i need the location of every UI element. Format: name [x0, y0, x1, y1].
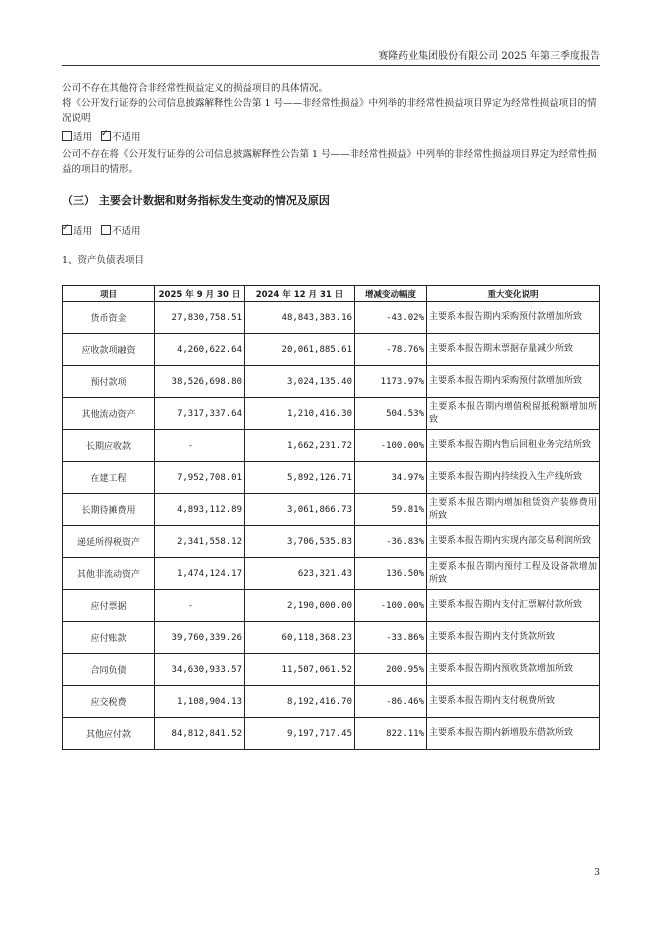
cell-item: 在建工程: [63, 462, 155, 494]
cell-change-rate: -100.00%: [355, 430, 427, 462]
header-explanation: 重大变化说明: [427, 286, 600, 302]
cell-change-rate: -36.83%: [355, 526, 427, 558]
cell-2025-value: 38,526,698.80: [155, 366, 245, 398]
table-row: [63, 462, 600, 494]
cell-item: 应收款项融资: [63, 334, 155, 366]
cell-2025-value: 2,341,558.12: [155, 526, 245, 558]
cell-item: 其他应付款: [63, 718, 155, 750]
label-applicable-2: 适用: [73, 226, 93, 237]
cell-item: 应交税费: [63, 686, 155, 718]
cell-change-rate: 822.11%: [355, 718, 427, 750]
cell-2024-value: 5,892,126.71: [245, 462, 355, 494]
cell-item: 应付账款: [63, 622, 155, 654]
cell-change-rate: 200.95%: [355, 654, 427, 686]
cell-change-rate: -78.76%: [355, 334, 427, 366]
table-row: [63, 654, 600, 686]
cell-change-rate: -100.00%: [355, 590, 427, 622]
cell-2025-value: 7,317,337.64: [155, 398, 245, 430]
header-2025-sep-30: 2025 年 9 月 30 日: [155, 286, 245, 302]
table-row: [63, 398, 600, 430]
cell-explanation: 主要系本报告期内增加租赁资产装修费用所致: [427, 494, 600, 526]
checkbox-not-applicable-1[interactable]: [101, 131, 111, 141]
checkbox-applicable-1[interactable]: [62, 131, 72, 141]
cell-2024-value: 3,024,135.40: [245, 366, 355, 398]
table-row: [63, 686, 600, 718]
cell-explanation: 主要系本报告期内售后回租业务完结所致: [427, 430, 600, 462]
cell-item: 货币资金: [63, 302, 155, 334]
cell-explanation: 主要系本报告期内支付货款所致: [427, 622, 600, 654]
cell-2024-value: 1,210,416.30: [245, 398, 355, 430]
table-row: [63, 430, 600, 462]
label-not-applicable-2: 不适用: [112, 226, 141, 237]
label-not-applicable-1: 不适用: [112, 132, 141, 143]
cell-item: 递延所得税资产: [63, 526, 155, 558]
table-row: [63, 302, 600, 334]
cell-2025-value: 7,952,708.01: [155, 462, 245, 494]
label-applicable-1: 适用: [73, 132, 93, 143]
cell-change-rate: 34.97%: [355, 462, 427, 494]
cell-change-rate: 504.53%: [355, 398, 427, 430]
cell-2025-value: -: [155, 430, 245, 462]
table-row: [63, 718, 600, 750]
table-row: [63, 526, 600, 558]
cell-explanation: 主要系本报告期内持续投入生产线所致: [427, 462, 600, 494]
table-row: [63, 366, 600, 398]
cell-2025-value: 39,760,339.26: [155, 622, 245, 654]
cell-item: 应付票据: [63, 590, 155, 622]
cell-item: 预付款项: [63, 366, 155, 398]
table-row: [63, 622, 600, 654]
paragraph-no-other-items: 公司不存在其他符合非经常性损益定义的损益项目的具体情况。: [62, 83, 329, 94]
cell-explanation: 主要系本报告期内支付税费所致: [427, 686, 600, 718]
cell-explanation: 主要系本报告期内增值税留抵税额增加所致: [427, 398, 600, 430]
cell-change-rate: -33.86%: [355, 622, 427, 654]
cell-2025-value: 4,893,112.89: [155, 494, 245, 526]
cell-2025-value: 1,474,124.17: [155, 558, 245, 590]
cell-explanation: 主要系本报告期内采购预付款增加所致: [427, 302, 600, 334]
table-header-row: [63, 286, 600, 302]
cell-explanation: 主要系本报告期内新增股东借款所致: [427, 718, 600, 750]
cell-2024-value: 3,061,866.73: [245, 494, 355, 526]
paragraph-reclassification-heading: 将《公开发行证券的公司信息披露解释性公告第 1 号——非经常性损益》中列举的非经常性损益项目界定为经常性损益项目的情况说明: [62, 98, 597, 124]
cell-item: 合同负债: [63, 654, 155, 686]
cell-2025-value: 4,260,622.64: [155, 334, 245, 366]
cell-item: 长期待摊费用: [63, 494, 155, 526]
page-number: 3: [594, 868, 600, 878]
cell-change-rate: 1173.97%: [355, 366, 427, 398]
cell-change-rate: -86.46%: [355, 686, 427, 718]
cell-change-rate: -43.02%: [355, 302, 427, 334]
table-row: [63, 494, 600, 526]
cell-2024-value: 3,706,535.83: [245, 526, 355, 558]
cell-explanation: 主要系本报告期内采购预付款增加所致: [427, 366, 600, 398]
applicability-check-1: [62, 129, 141, 143]
cell-2025-value: 84,812,841.52: [155, 718, 245, 750]
subheading-balance-sheet: 1、资产负债表项目: [62, 255, 145, 266]
cell-2025-value: -: [155, 590, 245, 622]
cell-explanation: 主要系本报告期内预收货款增加所致: [427, 654, 600, 686]
header-2024-dec-31: 2024 年 12 月 31 日: [245, 286, 355, 302]
cell-item: 其他流动资产: [63, 398, 155, 430]
cell-explanation: 主要系本报告期末票据存量减少所致: [427, 334, 600, 366]
cell-change-rate: 136.50%: [355, 558, 427, 590]
cell-2024-value: 20,061,885.61: [245, 334, 355, 366]
page-header: 赛隆药业集团股份有限公司 2025 年第三季度报告: [62, 47, 600, 66]
cell-item: 长期应收款: [63, 430, 155, 462]
cell-change-rate: 59.81%: [355, 494, 427, 526]
cell-2024-value: 623,321.43: [245, 558, 355, 590]
header-change-rate: 增减变动幅度: [355, 286, 427, 302]
applicability-check-2: [62, 223, 141, 237]
cell-2024-value: 2,190,000.00: [245, 590, 355, 622]
cell-explanation: 主要系本报告期内实现内部交易利润所致: [427, 526, 600, 558]
cell-2025-value: 1,108,904.13: [155, 686, 245, 718]
table-row: [63, 558, 600, 590]
paragraph-no-reclassification: 公司不存在将《公开发行证券的公司信息披露解释性公告第 1 号——非经常性损益》中列举的非经常性损益项目界定为经常性损益的项目的情形。: [62, 149, 597, 175]
header-item: 项目: [63, 286, 155, 302]
balance-sheet-table: [62, 285, 600, 750]
cell-2024-value: 8,192,416.70: [245, 686, 355, 718]
cell-2024-value: 60,118,368.23: [245, 622, 355, 654]
cell-2024-value: 1,662,231.72: [245, 430, 355, 462]
cell-2024-value: 9,197,717.45: [245, 718, 355, 750]
table-row: [63, 334, 600, 366]
checkbox-applicable-2[interactable]: [62, 225, 72, 235]
section-title: （三） 主要会计数据和财务指标发生变动的情况及原因: [62, 194, 330, 207]
cell-item: 其他非流动资产: [63, 558, 155, 590]
cell-2024-value: 48,843,383.16: [245, 302, 355, 334]
cell-explanation: 主要系本报告期内支付汇票解付款所致: [427, 590, 600, 622]
cell-2024-value: 11,507,061.52: [245, 654, 355, 686]
table-body: [63, 302, 600, 750]
cell-explanation: 主要系本报告期内预付工程及设备款增加所致: [427, 558, 600, 590]
cell-2025-value: 34,630,933.57: [155, 654, 245, 686]
table-row: [63, 590, 600, 622]
cell-2025-value: 27,830,758.51: [155, 302, 245, 334]
checkbox-not-applicable-2[interactable]: [101, 225, 111, 235]
